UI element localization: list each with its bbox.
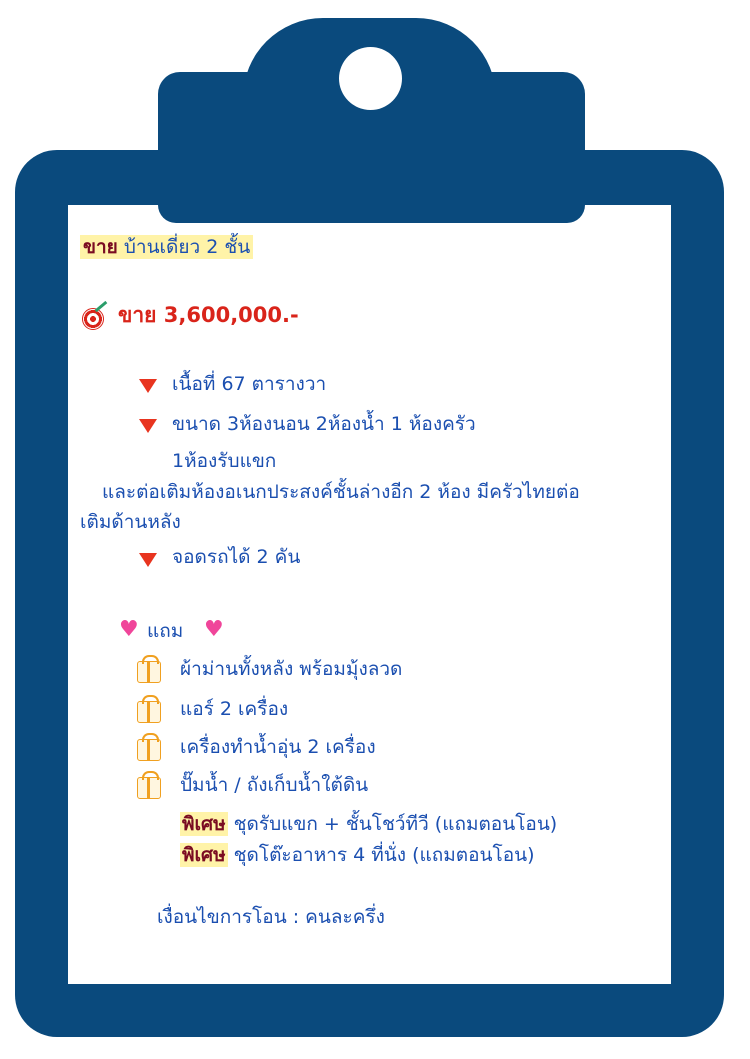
- special-line: [180, 813, 557, 836]
- feature-area: เนื้อที่ 67 ตารางวา: [172, 373, 327, 395]
- price-label: ขาย: [118, 303, 157, 327]
- clipboard-clip-hole: [339, 47, 402, 110]
- extra-line-2: เติมด้านหลัง: [80, 511, 181, 533]
- confetti-gift-icon: [137, 739, 161, 761]
- freebie-item: ปั๊มน้ำ / ถังเก็บน้ำใต้ดิน: [180, 774, 369, 796]
- confetti-gift-icon: [137, 661, 161, 683]
- red-triangle-icon: [139, 379, 157, 393]
- confetti-gift-icon: [137, 777, 161, 799]
- special-tag: พิเศษ: [182, 813, 226, 835]
- special-tag: พิเศษ: [182, 844, 226, 866]
- freebies-heading: แถม: [147, 620, 184, 642]
- feature-parking: จอดรถได้ 2 คัน: [172, 546, 301, 568]
- price-line: [118, 303, 299, 328]
- page-title: [80, 236, 253, 259]
- freebie-item: เครื่องทำน้ำอุ่น 2 เครื่อง: [180, 736, 376, 758]
- special-text: ชุดรับแขก + ชั้นโชว์ทีวี (แถมตอนโอน): [233, 813, 558, 835]
- freebie-item: ผ้าม่านทั้งหลัง พร้อมมุ้งลวด: [180, 658, 403, 680]
- feature-rooms: ขนาด 3ห้องนอน 2ห้องน้ำ 1 ห้องครัว: [172, 413, 476, 435]
- freebie-item: แอร์ 2 เครื่อง: [180, 698, 289, 720]
- growing-heart-icon: ♥: [119, 617, 139, 642]
- transfer-condition: เงื่อนไขการโอน : คนละครึ่ง: [157, 906, 385, 928]
- extra-line-1: และต่อเติมห้องอเนกประสงค์ชั้นล่างอีก 2 ห้อง มีครัวไทยต่อ: [102, 481, 580, 503]
- special-text: ชุดโต๊ะอาหาร 4 ที่นั่ง (แถมตอนโอน): [233, 844, 535, 866]
- clipboard-clip-edge: [158, 205, 585, 223]
- sale-word: ขาย: [83, 236, 118, 258]
- title-text: บ้านเดี่ยว 2 ชั้น: [123, 236, 251, 258]
- special-line: [180, 844, 535, 867]
- growing-heart-icon: ♥: [204, 617, 224, 642]
- feature-rooms-continued: 1ห้องรับแขก: [172, 450, 277, 472]
- red-triangle-icon: [139, 419, 157, 433]
- red-triangle-icon: [139, 553, 157, 567]
- confetti-gift-icon: [137, 701, 161, 723]
- dart-target-icon: [82, 308, 104, 330]
- price-amount: 3,600,000.-: [163, 303, 299, 327]
